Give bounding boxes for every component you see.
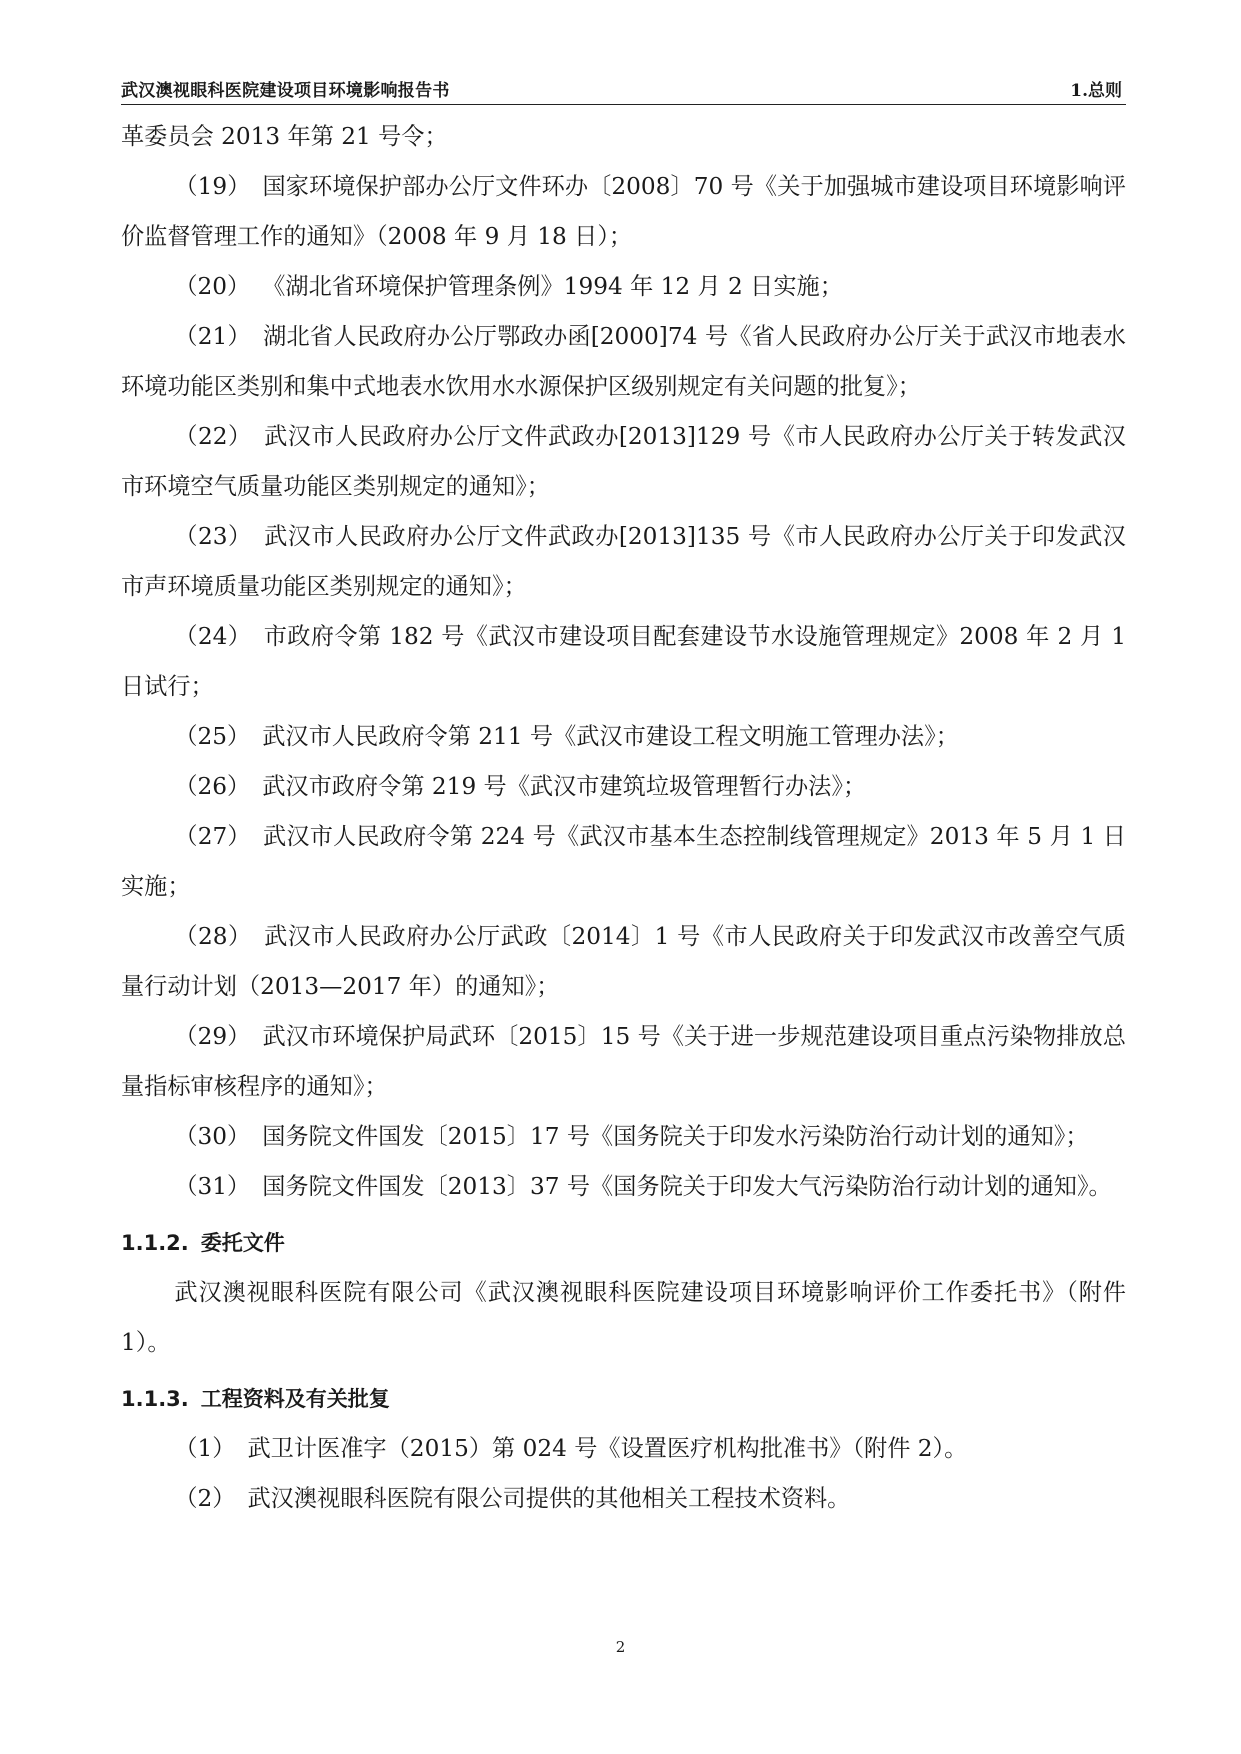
page-number: 2	[615, 1638, 626, 1656]
item-text: 武汉市人民政府办公厅武政〔2014〕1 号《市人民政府关于印发武汉市改善空气质量行动计划（2013—2017 年）的通知》；	[121, 923, 1126, 1000]
list-item	[121, 812, 1126, 912]
paragraph-text: 武汉澳视眼科医院有限公司《武汉澳视眼科医院建设项目环境影响评价工作委托书》（附件 1）。	[121, 1279, 1126, 1356]
header-section: 1.总则	[1070, 81, 1122, 101]
item-number: （27）	[174, 823, 251, 850]
item-number: （30）	[174, 1123, 251, 1150]
header-title: 武汉澳视眼科医院建设项目环境影响报告书	[121, 81, 450, 101]
item-number: （20）	[174, 273, 251, 300]
item-number: （29）	[174, 1023, 251, 1050]
paragraph	[121, 112, 1126, 162]
section-heading-1-1-2	[121, 1218, 1126, 1268]
running-header	[121, 74, 1126, 105]
item-text: 武汉市人民政府令第 224 号《武汉市基本生态控制线管理规定》2013 年 5 月 1 日实施；	[121, 823, 1126, 900]
item-text: 武卫计医准字（2015）第 024 号《设置医疗机构批准书》（附件 2）。	[247, 1435, 968, 1462]
section-heading-1-1-3	[121, 1374, 1126, 1424]
item-number: （31）	[174, 1173, 251, 1200]
list-item	[121, 762, 1126, 812]
item-text: 市政府令第 182 号《武汉市建设项目配套建设节水设施管理规定》2008 年 2 月 1 日试行；	[121, 623, 1126, 700]
list-item	[121, 712, 1126, 762]
item-text: 国家环境保护部办公厅文件环办〔2008〕70 号《关于加强城市建设项目环境影响评价监督管理工作的通知》（2008 年 9 月 18 日）；	[121, 173, 1126, 250]
item-text: 武汉市政府令第 219 号《武汉市建筑垃圾管理暂行办法》；	[262, 773, 867, 800]
item-text: 武汉市环境保护局武环〔2015〕15 号《关于进一步规范建设项目重点污染物排放总量指标审核程序的通知》；	[121, 1023, 1126, 1100]
section-number: 1.1.2.	[121, 1231, 189, 1255]
list-item	[121, 312, 1126, 412]
body-text	[121, 112, 1126, 1524]
item-number: （24）	[174, 623, 252, 650]
item-text: 国务院文件国发〔2015〕17 号《国务院关于印发水污染防治行动计划的通知》；	[262, 1123, 1089, 1150]
paragraph-text: 革委员会 2013 年第 21 号令；	[121, 123, 448, 150]
list-item	[121, 612, 1126, 712]
item-number: （25）	[174, 723, 251, 750]
item-text: 武汉市人民政府令第 211 号《武汉市建设工程文明施工管理办法》；	[262, 723, 959, 750]
item-number: （22）	[174, 423, 252, 450]
item-number: （23）	[174, 523, 252, 550]
item-text: 武汉市人民政府办公厅文件武政办[2013]129 号《市人民政府办公厅关于转发武汉市环境空气质量功能区类别规定的通知》；	[121, 423, 1126, 500]
item-number: （28）	[174, 923, 252, 950]
item-number: （1）	[174, 1435, 236, 1462]
section-title: 工程资料及有关批复	[200, 1387, 390, 1411]
item-number: （21）	[174, 323, 251, 350]
list-item	[121, 1162, 1126, 1212]
list-item	[121, 1424, 1126, 1474]
item-number: （26）	[174, 773, 251, 800]
item-text: 湖北省人民政府办公厅鄂政办函[2000]74 号《省人民政府办公厅关于武汉市地表水环境功能区类别和集中式地表水饮用水水源保护区级别规定有关问题的批复》；	[121, 323, 1126, 400]
section-number: 1.1.3.	[121, 1387, 189, 1411]
section-title: 委托文件	[200, 1231, 285, 1255]
list-item	[121, 912, 1126, 1012]
list-item	[121, 512, 1126, 612]
list-item	[121, 262, 1126, 312]
item-text: 武汉澳视眼科医院有限公司提供的其他相关工程技术资料。	[247, 1485, 851, 1512]
item-text: 武汉市人民政府办公厅文件武政办[2013]135 号《市人民政府办公厅关于印发武汉市声环境质量功能区类别规定的通知》；	[121, 523, 1126, 600]
list-item	[121, 1012, 1126, 1112]
item-text: 国务院文件国发〔2013〕37 号《国务院关于印发大气污染防治行动计划的通知》。	[262, 1173, 1112, 1200]
list-item	[121, 412, 1126, 512]
list-item	[121, 162, 1126, 262]
item-number: （19）	[174, 173, 251, 200]
list-item	[121, 1112, 1126, 1162]
item-text: 《湖北省环境保护管理条例》1994 年 12 月 2 日实施；	[262, 273, 843, 300]
list-item	[121, 1474, 1126, 1524]
item-number: （2）	[174, 1485, 236, 1512]
paragraph	[121, 1268, 1126, 1368]
